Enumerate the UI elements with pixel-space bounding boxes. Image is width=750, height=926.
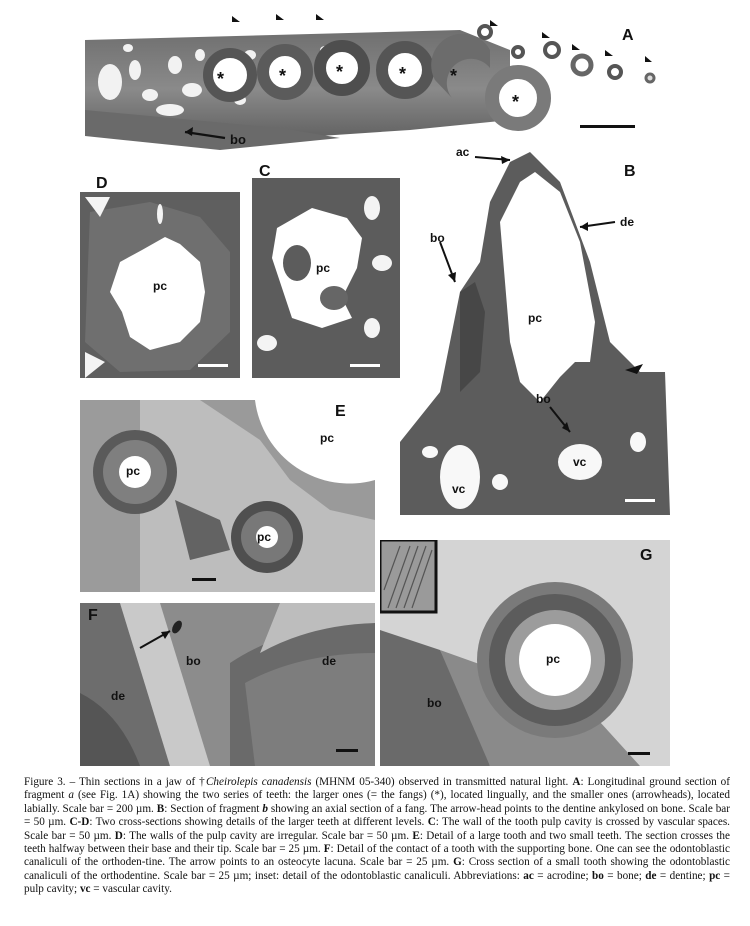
panel-e-pc-large-label: pc [320, 431, 335, 445]
panel-b-ac-label: ac [456, 145, 470, 159]
panel-b-bo-label: bo [536, 392, 551, 406]
svg-text:*: * [336, 62, 344, 82]
panel-b-pc-label: pc [528, 311, 543, 325]
panel-b-bo-top-label: bo [430, 231, 445, 245]
panel-g-letter: G [640, 547, 653, 564]
svg-text:*: * [279, 66, 287, 86]
panel-b-vc-left-label: vc [452, 482, 466, 496]
panel-e-micrograph [80, 400, 375, 592]
panel-f-de-left-label: de [111, 689, 126, 703]
panel-f-de-right-label: de [322, 654, 337, 668]
panel-a-bo-label: bo [230, 132, 246, 147]
panel-f-micrograph [80, 603, 375, 766]
panel-c-pc-label: pc [316, 261, 331, 275]
panel-c-letter: C [259, 163, 271, 180]
panel-b-vc-right-label: vc [573, 455, 587, 469]
panel-e-pc-right-label: pc [257, 530, 272, 544]
panel-g-micrograph [380, 540, 670, 766]
panel-g-pc-label: pc [546, 652, 561, 666]
panel-b-letter: B [624, 163, 636, 180]
panel-b-de-label: de [620, 215, 635, 229]
panel-a-letter: A [622, 27, 634, 44]
panel-f-letter: F [88, 607, 98, 624]
svg-text:*: * [217, 69, 225, 89]
panel-f-bo-label: bo [186, 654, 201, 668]
panel-b-micrograph [400, 142, 670, 515]
svg-text:*: * [450, 66, 458, 86]
svg-text:*: * [512, 92, 520, 112]
panel-g-bo-label: bo [427, 696, 442, 710]
panel-e-pc-left-label: pc [126, 464, 141, 478]
panel-d-letter: D [96, 175, 108, 192]
panel-c-micrograph [252, 178, 402, 378]
panel-e-letter: E [335, 403, 346, 420]
panel-d-pc-label: pc [153, 279, 168, 293]
svg-text:*: * [399, 64, 407, 84]
figure-caption: Figure 3. – Thin sections in a jaw of †Cheirolepis canadensis (MHNM 05-340) observed in transmitted natural light. A: Longitudinal ground section of fragment a (see Fig. 1A) showing the two series of teeth: the larger ones (= the fangs) (*), located lingually, and the smaller ones (arrowheads), located labially. Scale bar = 200 µm. B: Section of fragment b showing an axial section of a fang. The arrow-head points to the dentine ankylosed on bone. Scale bar = 50 µm. C-D: Two cross-sections showing details of the larger teeth at different levels. C: The wall of the tooth pulp cavity is crossed by vascular spaces. Scale bar = 50 µm. D: The walls of the pulp cavity are irregular. Scale bar = 50 µm. E: Detail of a large tooth and two small teeth. The section crosses the teeth halfway between their base and their tip. Scale bar = 25 µm. F: Detail of the contact of a tooth with the supporting bone. One can see the odontoblastic canaliculi of the orthoden-tine. The arrow points to an osteocyte lacuna. Scale bar = 25 µm. G: Cross section of a small tooth showing the odontoblastic canaliculi of the orthodentine. Scale bar = 25 µm; inset: detail of the odontoblastic canaliculi. Abbreviations: ac = acrodine; bo = bone; de = dentine; pc = pulp cavity; vc = vascular cavity. [24, 776, 731, 896]
